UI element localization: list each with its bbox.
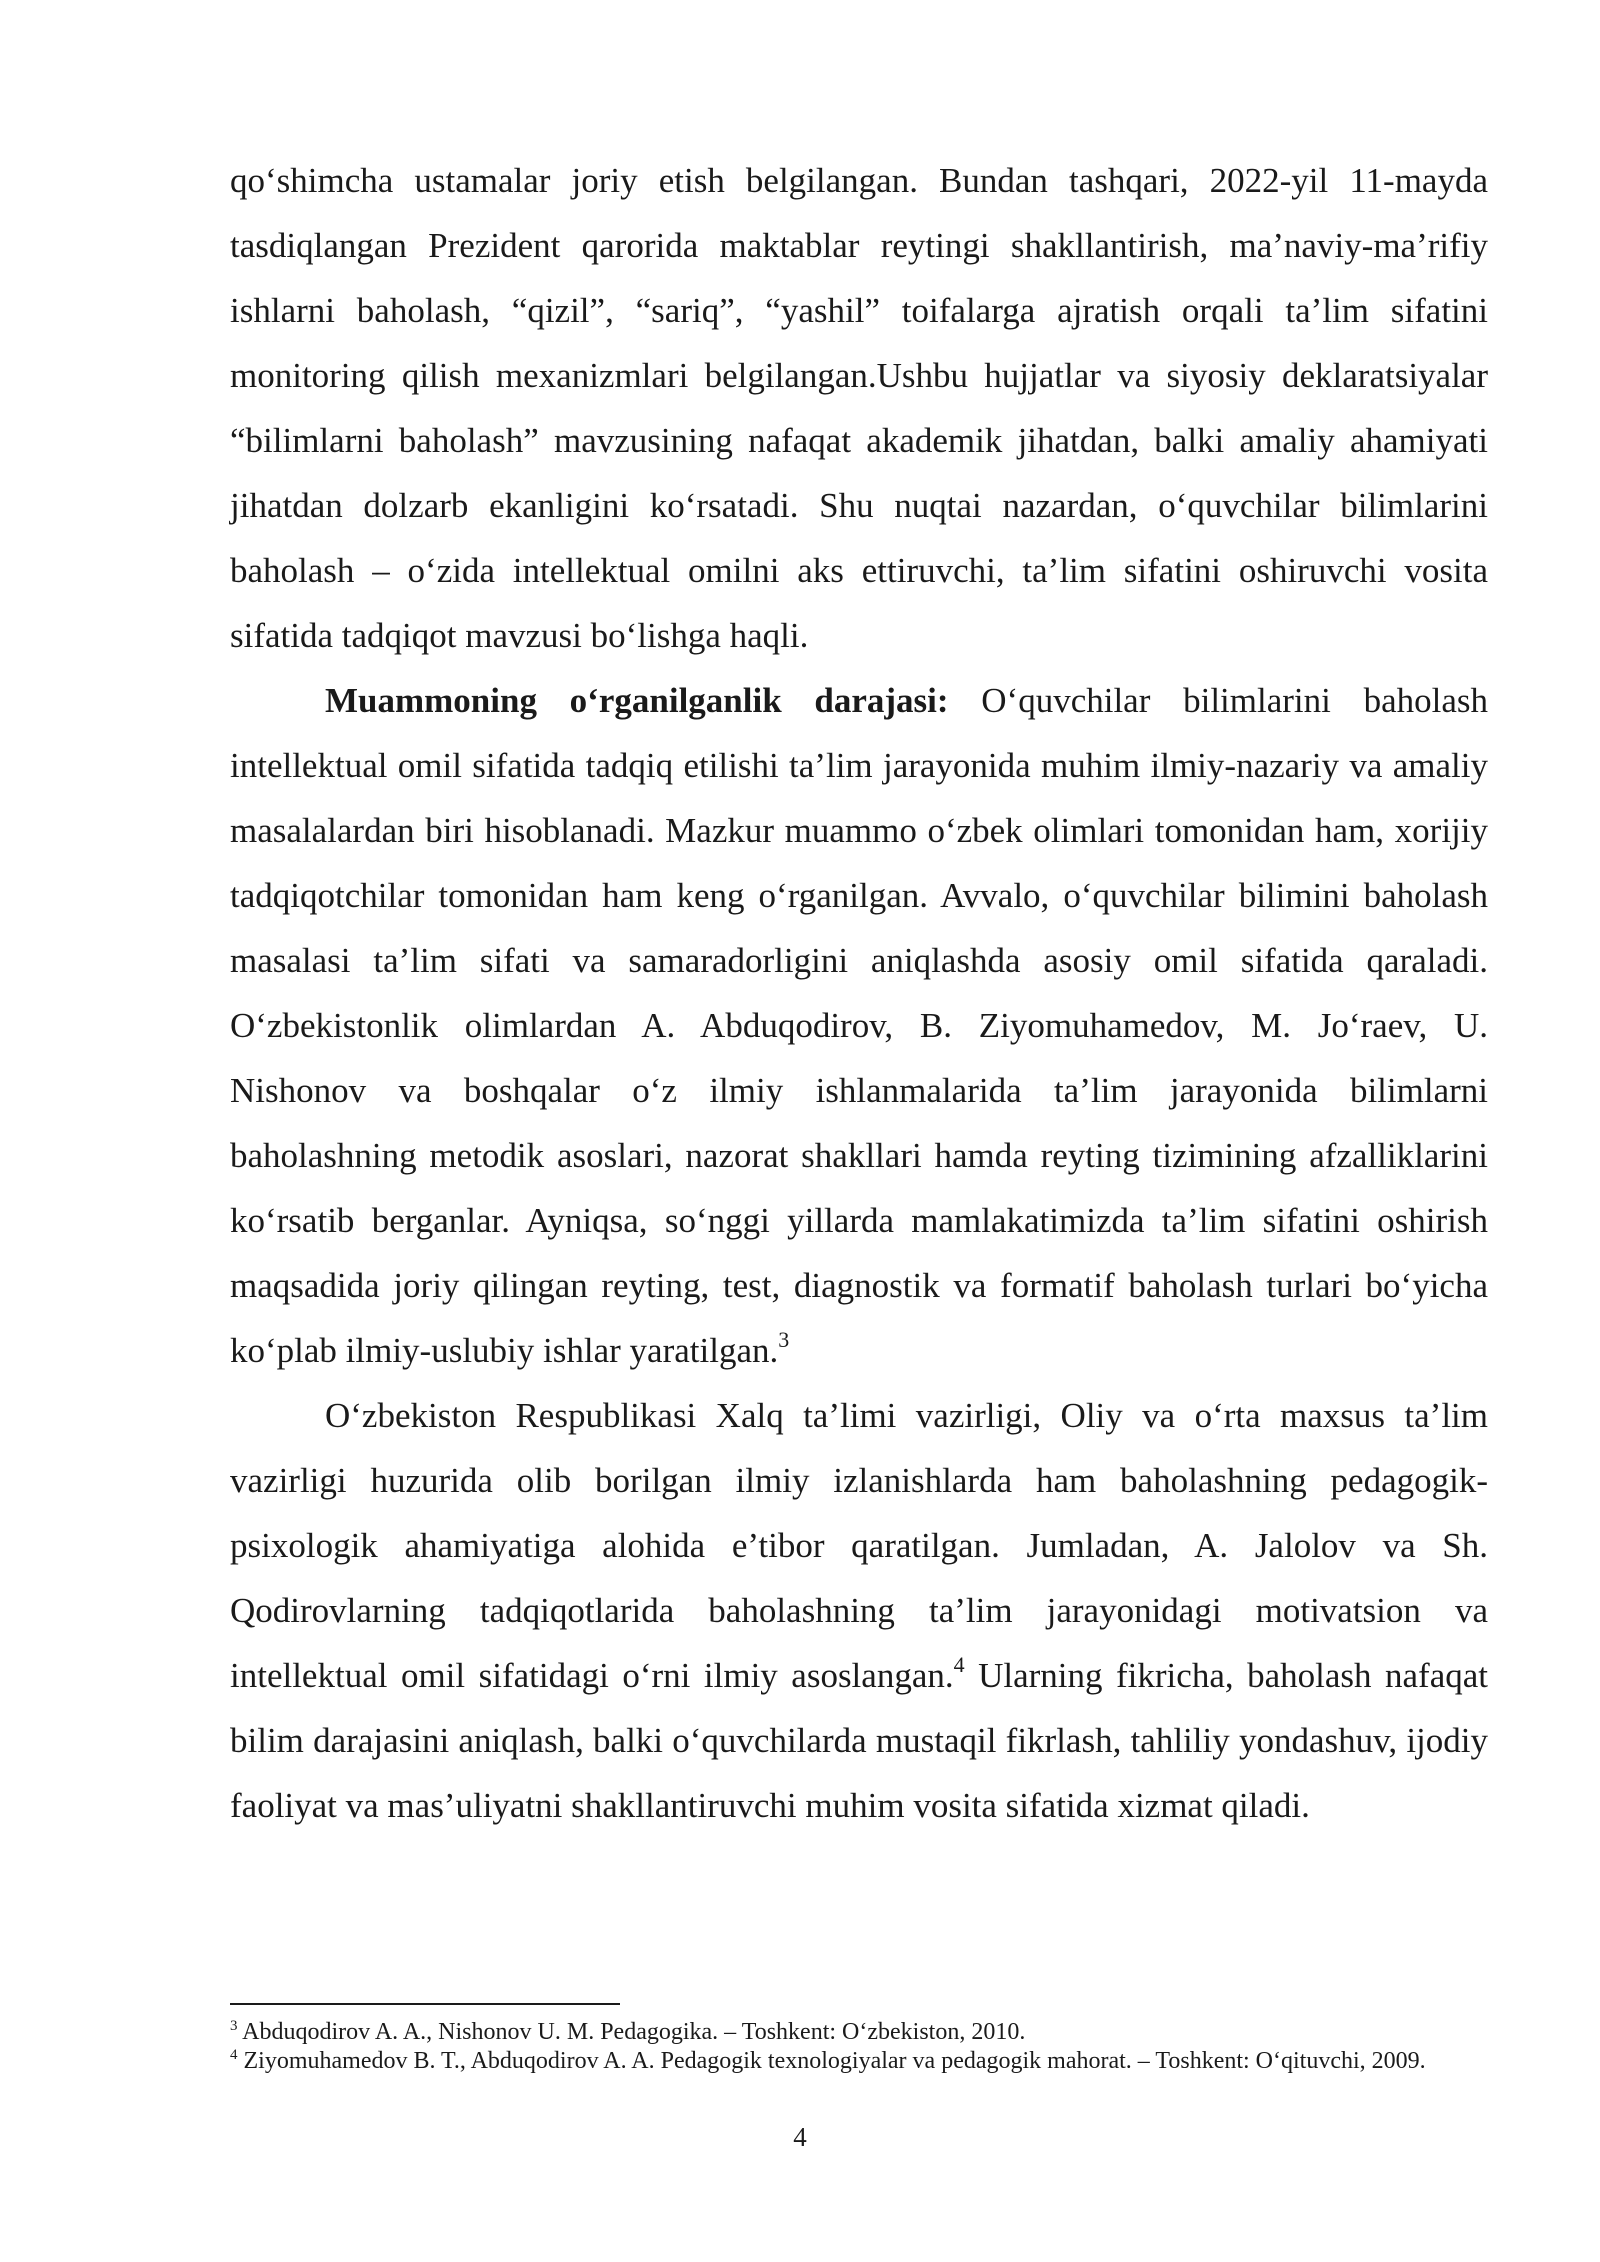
paragraph-1 <box>230 148 1488 668</box>
paragraph-1-text: qo‘shimcha ustamalar joriy etish belgilangan. Bundan tashqari, 2022-yil 11-mayda tasdiqlangan Prezident qarorida maktablar reytingi shakllantirish, ma’naviy-ma’rifiy ishlarni baholash, “qizil”, “sariq”, “yashil” toifalarga ajratish orqali ta’lim sifatini monitoring qilish mexanizmlari belgilangan.Ushbu hujjatlar va siyosiy deklaratsiyalar “bilimlarni baholash” mavzusining nafaqat akademik jihatdan, balki amaliy ahamiyati jihatdan dolzarb ekanligini ko‘rsatadi. Shu nuqtai nazardan, o‘quvchilar bilimlarini baholash – o‘zida intellektual omilni aks ettiruvchi, ta’lim sifatini oshiruvchi vosita sifatida tadqiqot mavzusi bo‘lishga haqli. <box>230 161 1488 655</box>
section-heading-inline: Muammoning o‘rganilganlik darajasi: <box>325 681 949 720</box>
page-number: 4 <box>793 2122 807 2152</box>
footnotes <box>230 2018 1488 2076</box>
footnote-4 <box>230 2047 1488 2076</box>
body-text <box>230 148 1488 1838</box>
footnote-separator <box>230 2003 620 2005</box>
footnote-4-text: Ziyomuhamedov B. T., Abduqodirov A. A. Pedagogik texnologiyalar va pedagogik mahorat. – Toshkent: O‘qituvchi, 2009. <box>237 2048 1426 2074</box>
footnote-4-number: 4 <box>230 2047 238 2063</box>
footnote-3-number: 3 <box>230 2018 238 2034</box>
paragraph-3 <box>230 1383 1488 1838</box>
paragraph-3-text-before: O‘zbekiston Respublikasi Xalq ta’limi vazirligi, Oliy va o‘rta maxsus ta’lim vazirligi huzurida olib borilgan ilmiy izlanishlarda ham baholashning pedagogik-psixologik ahamiyatiga alohida e’tibor qaratilgan. Jumladan, A. Jalolov va Sh. Qodirovlarning tadqiqotlarida baholashning ta’lim jarayonidagi motivatsion va intellektual omil sifatidagi o‘rni ilmiy asoslangan. <box>230 1396 1488 1695</box>
paragraph-3-text-after: Ularning fikricha, baholash nafaqat bilim darajasini aniqlash, balki o‘quvchilarda mustaqil fikrlash, tahliliy yondashuv, ijodiy faoliyat va mas’uliyatni shakllantiruvchi muhim vosita sifatida xizmat qiladi. <box>230 1656 1488 1825</box>
footnote-ref-4: 4 <box>953 1652 965 1677</box>
footnote-ref-3: 3 <box>778 1327 790 1352</box>
footnote-3 <box>230 2018 1488 2047</box>
paragraph-2-text: O‘quvchilar bilimlarini baholash intellektual omil sifatida tadqiq etilishi ta’lim jarayonida muhim ilmiy-nazariy va amaliy masalalardan biri hisoblanadi. Mazkur muammo o‘zbek olimlari tomonidan ham, xorijiy tadqiqotchilar tomonidan ham keng o‘rganilgan. Avvalo, o‘quvchilar bilimini baholash masalasi ta’lim sifati va samaradorligini aniqlashda asosiy omil sifatida qaraladi. O‘zbekistonlik olimlardan A. Abduqodirov, B. Ziyomuhamedov, M. Jo‘raev, U. Nishonov va boshqalar o‘z ilmiy ishlanmalarida ta’lim jarayonida bilimlarni baholashning metodik asoslari, nazorat shakllari hamda reyting tizimining afzalliklarini ko‘rsatib berganlar. Ayniqsa, so‘nggi yillarda mamlakatimizda ta’lim sifatini oshirish maqsadida joriy qilingan reyting, test, diagnostik va formatif baholash turlari bo‘yicha ko‘plab ilmiy-uslubiy ishlar yaratilgan. <box>230 681 1488 1370</box>
paragraph-2 <box>230 668 1488 1383</box>
footnote-3-text: Abduqodirov A. A., Nishonov U. M. Pedagogika. – Toshkent: O‘zbekiston, 2010. <box>237 2019 1026 2045</box>
